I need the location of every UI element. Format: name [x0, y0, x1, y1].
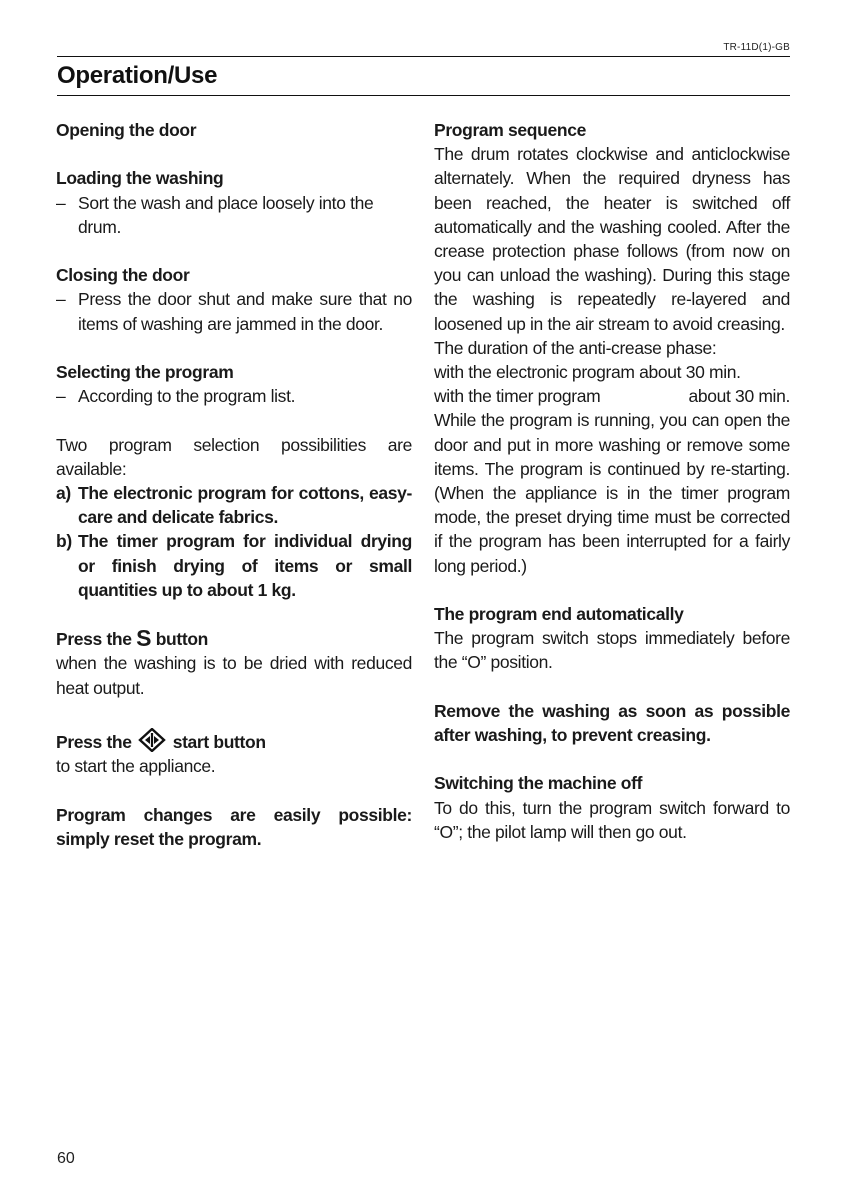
header-rule-bottom: [57, 95, 790, 96]
option-b: [56, 529, 412, 602]
heading-selecting-program: Selecting the program: [56, 361, 234, 382]
program-end-text: The program switch stops immediately before the “O” position.: [434, 628, 790, 673]
option-b-text: The timer program for individual drying or finish drying of items or small quantities up to about 1 kg.: [78, 531, 412, 600]
heading-start-button: [56, 728, 412, 754]
program-changes-note: Program changes are easily possible: simply reset the program.: [56, 804, 412, 849]
heading-s-button: [56, 626, 412, 651]
list-item: [56, 287, 412, 335]
switching-off-text: To do this, turn the program switch forward to “O”; the pilot lamp will then go out.: [434, 797, 790, 842]
s-button-symbol: S: [136, 625, 152, 652]
option-a-text: The electronic program for cottons, easy-care and delicate fabrics.: [78, 482, 412, 528]
heading-loading-washing: Loading the washing: [56, 168, 224, 189]
dash-icon: –: [56, 289, 66, 310]
s-button-text: when the washing is to be dried with reduced heat output.: [56, 653, 412, 698]
closing-instruction: Press the door shut and make sure that no items of washing are jammed in the door.: [78, 289, 412, 334]
s-heading-pre: Press the: [56, 629, 132, 650]
heading-program-sequence: Program sequence: [434, 120, 586, 140]
heading-switching-off: Switching the machine off: [434, 773, 643, 794]
heading-program-end: The program end automatically: [434, 604, 684, 625]
start-heading-pre: Press the: [56, 731, 132, 752]
loading-instruction: Sort the wash and place loosely into the drum.: [78, 192, 374, 237]
left-column: [56, 118, 412, 851]
list-item: [56, 191, 412, 239]
running-program-text: While the program is running, you can open the door and put in more washing or remove some items. The program is continued by re-starting. (When the appliance is in the timer program mode, the preset drying time must be corrected if the program has been interrupted for a fairly long period.): [434, 410, 790, 576]
document-code: TR-11D(1)-GB: [723, 42, 790, 53]
start-heading-post: start button: [172, 731, 266, 752]
timer-duration: [434, 384, 790, 408]
list-item: [56, 384, 412, 408]
page-number: 60: [57, 1150, 75, 1167]
remove-washing-note: Remove the washing as soon as possible after washing, to prevent creasing.: [434, 700, 790, 746]
right-column: [434, 118, 790, 844]
dash-icon: –: [56, 386, 66, 407]
header-rule-top: [57, 56, 790, 57]
start-button-text: to start the appliance.: [56, 756, 216, 777]
dash-icon: –: [56, 192, 66, 213]
start-diamond-icon: [138, 728, 166, 752]
option-a-label: a): [56, 482, 71, 503]
selecting-instruction: According to the program list.: [78, 386, 296, 407]
electronic-duration: with the electronic program about 30 min.: [434, 362, 741, 383]
page-title: Operation/Use: [57, 62, 218, 89]
heading-closing-door: Closing the door: [56, 265, 190, 286]
timer-duration-value: about 30 min.: [688, 386, 790, 407]
timer-duration-label: with the timer program: [434, 386, 601, 407]
anti-crease-duration: The duration of the anti-crease phase:: [434, 337, 717, 358]
s-heading-post: button: [155, 629, 209, 650]
option-b-label: b): [56, 531, 72, 552]
program-sequence-text: The drum rotates clockwise and anticlockwise alternately. When the required dryness has been reached, the heater is switched off automatically and the washing cooled. After the crease protection phase follows (from now on you can unload the washing). During this stage the washing is repeatedly re-layered and loosened up in the air stream to avoid creasing.: [434, 144, 790, 334]
selection-intro: Two program selection possibilities are available:: [56, 434, 412, 479]
heading-opening-door: Opening the door: [56, 120, 197, 140]
option-a: [56, 481, 412, 529]
